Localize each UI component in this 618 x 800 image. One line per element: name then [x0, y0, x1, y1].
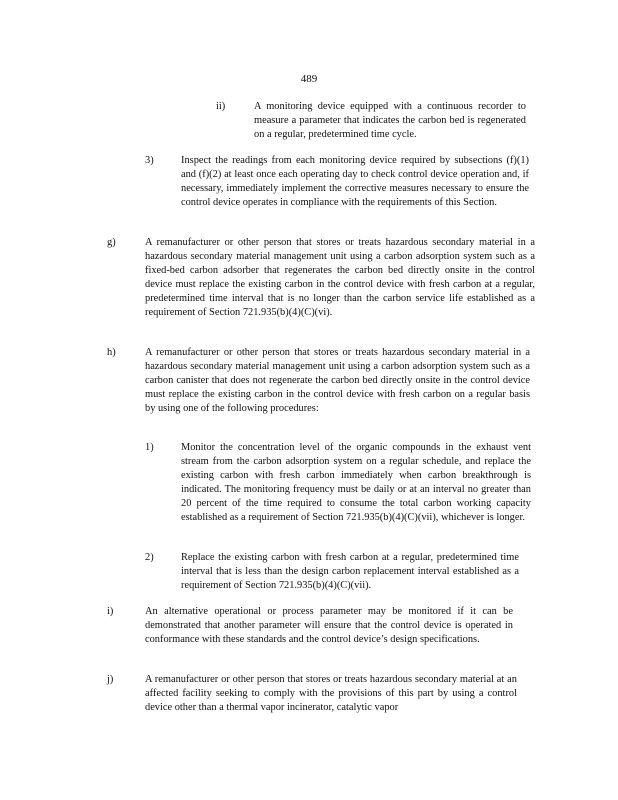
item-marker: j) — [107, 674, 114, 685]
item-marker: i) — [107, 606, 114, 617]
page-number: 489 — [300, 73, 318, 85]
item-marker: g) — [107, 237, 116, 248]
list-item-text: A monitoring device equipped with a continuous recorder to measure a parameter that indicates the carbon bed is regenerated on a regular, predetermined time cycle. — [254, 101, 526, 140]
list-item-text: Replace the existing carbon with fresh carbon at a regular, predetermined time interval that is less than the design carbon replacement interval established as a requirement of Section 721.935(b)(4)(C)(vii). — [181, 552, 519, 591]
list-item-text: Inspect the readings from each monitoring device required by subsections (f)(1) and (f)(2) at least once each operating day to check control device operation and, if necessary, immediately implement the corrective measures necessary to ensure the control device operates in compliance with the requirements of this Section. — [181, 155, 529, 208]
list-item-text: An alternative operational or process parameter may be monitored if it can be demonstrated that another parameter will ensure that the control device is operated in conformance with these standards and the control device’s design specifications. — [145, 606, 513, 645]
list-item-text: Monitor the concentration level of the organic compounds in the exhaust vent stream from the carbon adsorption system on a regular schedule, and replace the existing carbon with fresh carbon immediately when carbon breakthrough is indicated. The monitoring frequency must be daily or at an interval no greater than 20 percent of the time required to consume the total carbon working capacity established as a requirement of Section 721.935(b)(4)(C)(vii), whichever is longer. — [181, 442, 531, 523]
item-marker: h) — [107, 347, 116, 358]
item-marker: ii) — [216, 101, 226, 112]
item-marker: 1) — [145, 442, 154, 453]
item-marker: 3) — [145, 155, 154, 166]
list-item-text: A remanufacturer or other person that stores or treats hazardous secondary material in a hazardous secondary material management unit using a carbon adsorption system such as a fixed-bed carbon adsorber that regenerates the carbon bed directly onsite in the control device must replace the existing carbon in the control device with fresh carbon at a regular, predetermined time interval that is no longer than the carbon service life established as a requirement of Section 721.935(b)(4)(C)(vi). — [145, 237, 535, 318]
list-item-text: A remanufacturer or other person that stores or treats hazardous secondary material at an affected facility seeking to comply with the provisions of this part by using a control device other than a thermal vapor incinerator, catalytic vapor — [145, 674, 517, 713]
list-item-text: A remanufacturer or other person that stores or treats hazardous secondary material in a hazardous secondary material management unit using a carbon adsorption system such as a carbon canister that does not regenerate the carbon bed directly onsite in the control device must replace the existing carbon in the control device with fresh carbon on a regular basis by using one of the following procedures: — [145, 347, 530, 414]
item-marker: 2) — [145, 552, 154, 563]
